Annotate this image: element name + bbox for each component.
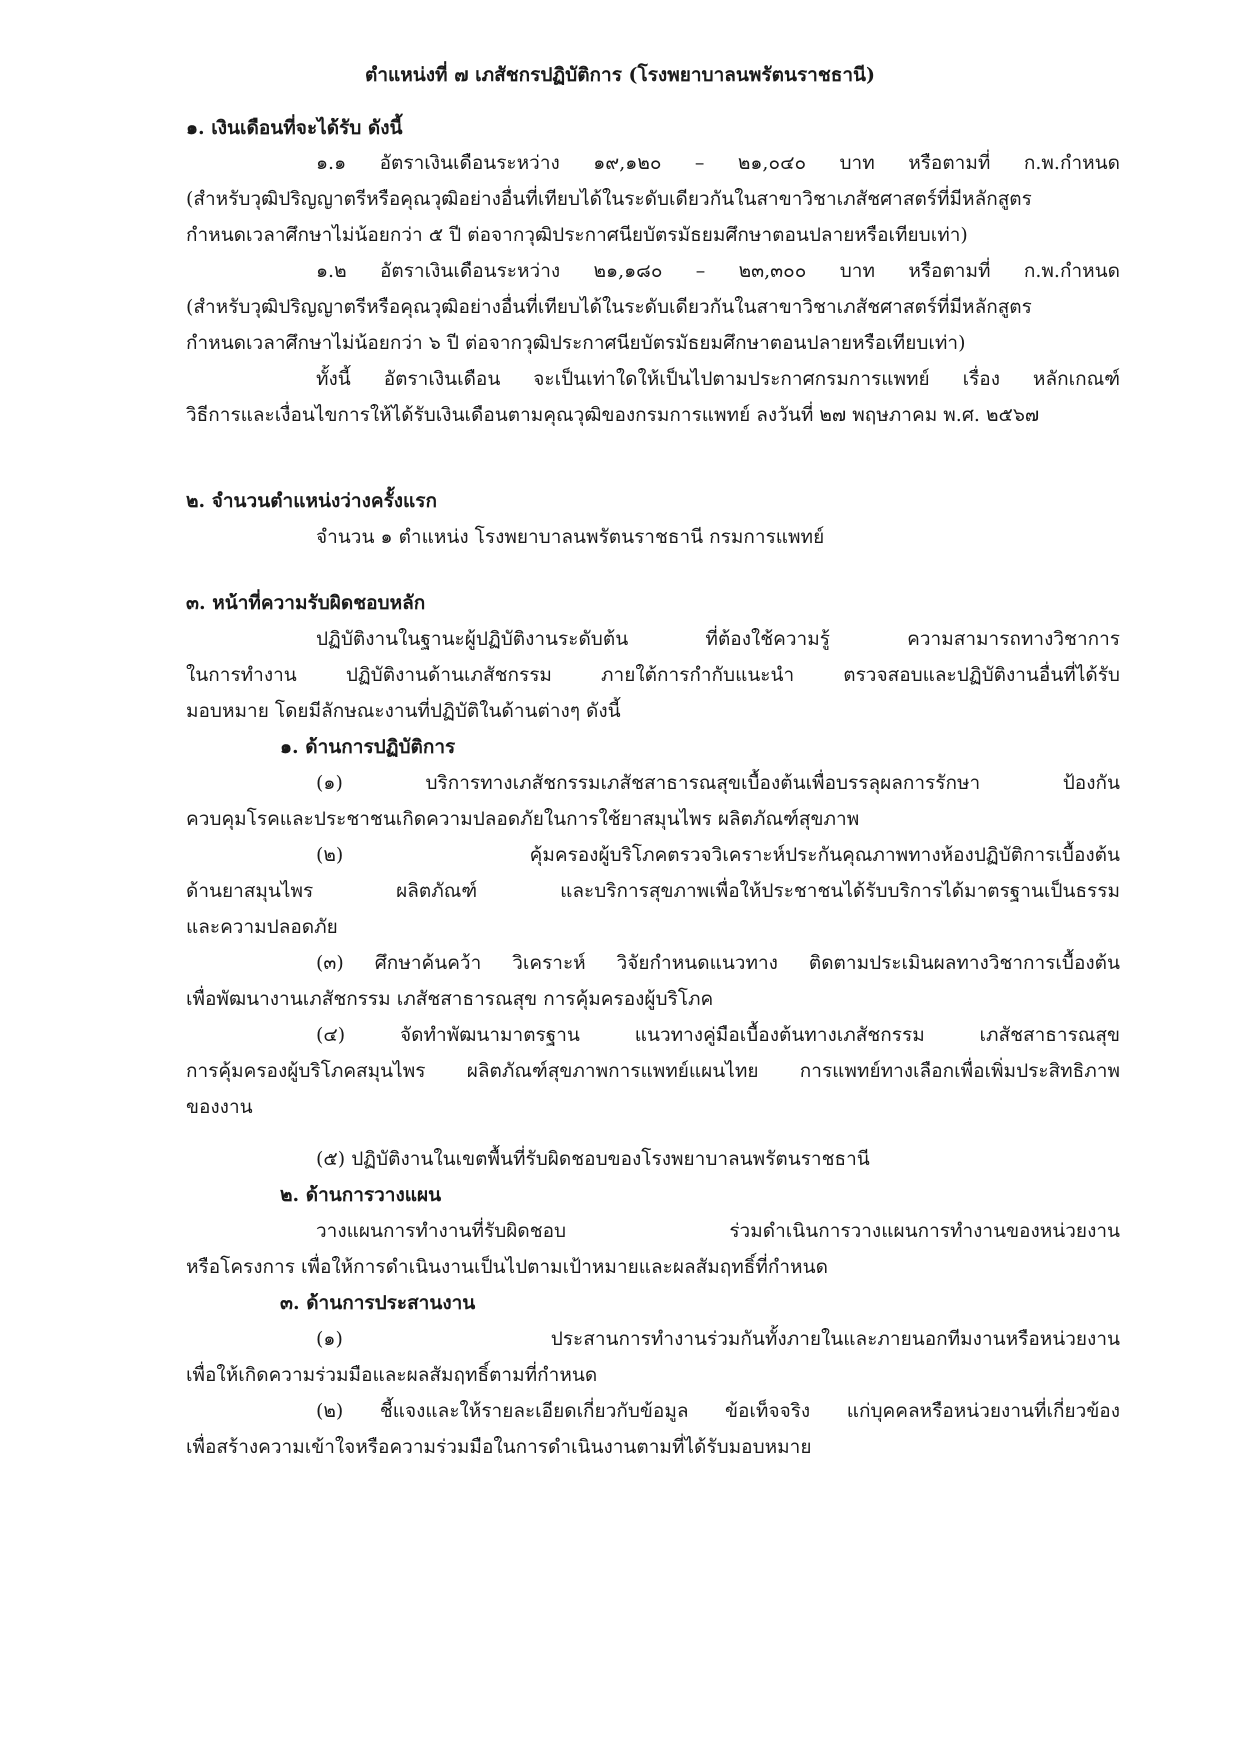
salary-range-2-qualification: (สำหรับวุฒิปริญญาตรีหรือคุณวุฒิอย่างอื่นที่เทียบได้ในระดับเดียวกันในสาขาวิชาเภสัชศาสตร์ที่มีหลักสูตร [186, 296, 1032, 318]
page-title: ตำแหน่งที่ ๗ เภสัชกรปฏิบัติการ (โรงพยาบาลนพรัตนราชธานี) [365, 64, 875, 86]
duty-operations-heading: ๑. ด้านการปฏิบัติการ [280, 736, 456, 758]
duties-intro-cont: ในการทำงาน ปฏิบัติงานด้านเภสัชกรรม ภายใต้การกำกับแนะนำ ตรวจสอบและปฏิบัติงานอื่นที่ได้รับ [186, 664, 1120, 686]
salary-range-1: ๑.๑ อัตราเงินเดือนระหว่าง ๑๙,๑๒๐ – ๒๑,๐๔๐ บาท หรือตามที่ ก.พ.กำหนด [316, 152, 1120, 174]
duty-planning-1-cont: หรือโครงการ เพื่อให้การดำเนินงานเป็นไปตามเป้าหมายและผลสัมฤทธิ์ที่กำหนด [186, 1256, 828, 1278]
section-1-heading: ๑. เงินเดือนที่จะได้รับ ดังนี้ [186, 117, 403, 139]
salary-range-2: ๑.๒ อัตราเงินเดือนระหว่าง ๒๑,๑๘๐ – ๒๓,๓๐๐ บาท หรือตามที่ ก.พ.กำหนด [316, 260, 1120, 282]
duty-coordination-1-cont: เพื่อให้เกิดความร่วมมือและผลสัมฤทธิ์ตามที่กำหนด [186, 1364, 598, 1386]
salary-note: ทั้งนี้ อัตราเงินเดือน จะเป็นเท่าใดให้เป็นไปตามประกาศกรมการแพทย์ เรื่อง หลักเกณฑ์ [316, 368, 1120, 390]
duty-operations-2: (๒) คุ้มครองผู้บริโภคตรวจวิเคราะห์ประกันคุณภาพทางห้องปฏิบัติการเบื้องต้น [316, 844, 1120, 866]
salary-note-cont: วิธีการและเงื่อนไขการให้ได้รับเงินเดือนตามคุณวุฒิของกรมการแพทย์ ลงวันที่ ๒๗ พฤษภาคม พ.ศ. ๒๕๖๗ [186, 404, 1040, 426]
duties-intro-end: มอบหมาย โดยมีลักษณะงานที่ปฏิบัติในด้านต่างๆ ดังนี้ [186, 700, 621, 722]
duties-intro: ปฏิบัติงานในฐานะผู้ปฏิบัติงานระดับต้น ที่ต้องใช้ความรู้ ความสามารถทางวิชาการ [316, 628, 1120, 650]
duty-operations-3: (๓) ศึกษาค้นคว้า วิเคราะห์ วิจัยกำหนดแนวทาง ติดตามประเมินผลทางวิชาการเบื้องต้น [316, 952, 1120, 974]
duty-coordination-1: (๑) ประสานการทำงานร่วมกันทั้งภายในและภายนอกทีมงานหรือหน่วยงาน [316, 1328, 1120, 1350]
duty-operations-2-cont: ด้านยาสมุนไพร ผลิตภัณฑ์ และบริการสุขภาพเพื่อให้ประชาชนได้รับบริการได้มาตรฐานเป็นธรรม [186, 880, 1120, 902]
duty-operations-3-cont: เพื่อพัฒนางานเภสัชกรรม เภสัชสาธารณสุข การคุ้มครองผู้บริโภค [186, 988, 714, 1010]
duty-operations-2-end: และความปลอดภัย [186, 916, 338, 938]
section-3-heading: ๓. หน้าที่ความรับผิดชอบหลัก [186, 592, 426, 614]
salary-range-1-qualification: (สำหรับวุฒิปริญญาตรีหรือคุณวุฒิอย่างอื่นที่เทียบได้ในระดับเดียวกันในสาขาวิชาเภสัชศาสตร์ที่มีหลักสูตร [186, 188, 1032, 210]
duty-coordination-heading: ๓. ด้านการประสานงาน [280, 1292, 476, 1314]
duty-operations-4-end: ของงาน [186, 1096, 253, 1118]
salary-range-2-qualification-cont: กำหนดเวลาศึกษาไม่น้อยกว่า ๖ ปี ต่อจากวุฒิประกาศนียบัตรมัธยมศึกษาตอนปลายหรือเทียบเท่า) [186, 332, 966, 354]
duty-planning-1: วางแผนการทำงานที่รับผิดชอบ ร่วมดำเนินการวางแผนการทำงานของหน่วยงาน [316, 1220, 1120, 1242]
duty-operations-4: (๔) จัดทำพัฒนามาตรฐาน แนวทางคู่มือเบื้องต้นทางเภสัชกรรม เภสัชสาธารณสุข [316, 1024, 1120, 1046]
salary-range-1-qualification-cont: กำหนดเวลาศึกษาไม่น้อยกว่า ๕ ปี ต่อจากวุฒิประกาศนียบัตรมัธยมศึกษาตอนปลายหรือเทียบเท่า) [186, 224, 968, 246]
duty-planning-heading: ๒. ด้านการวางแผน [280, 1184, 442, 1206]
duty-coordination-2-cont: เพื่อสร้างความเข้าใจหรือความร่วมมือในการดำเนินงานตามที่ได้รับมอบหมาย [186, 1436, 812, 1458]
duty-coordination-2: (๒) ชี้แจงและให้รายละเอียดเกี่ยวกับข้อมูล ข้อเท็จจริง แก่บุคคลหรือหน่วยงานที่เกี่ยวข้อง [316, 1400, 1120, 1422]
duty-operations-1: (๑) บริการทางเภสัชกรรมเภสัชสาธารณสุขเบื้องต้นเพื่อบรรลุผลการรักษา ป้องกัน [316, 772, 1120, 794]
duty-operations-1-cont: ควบคุมโรคและประชาชนเกิดความปลอดภัยในการใช้ยาสมุนไพร ผลิตภัณฑ์สุขภาพ [186, 808, 860, 830]
duty-operations-5: (๕) ปฏิบัติงานในเขตพื้นที่รับผิดชอบของโรงพยาบาลนพรัตนราชธานี [316, 1148, 870, 1170]
section-2-heading: ๒. จำนวนตำแหน่งว่างครั้งแรก [186, 490, 438, 512]
duty-operations-4-cont: การคุ้มครองผู้บริโภคสมุนไพร ผลิตภัณฑ์สุขภาพการแพทย์แผนไทย การแพทย์ทางเลือกเพื่อเพิ่มประสิทธิภาพ [186, 1060, 1120, 1082]
vacancy-count: จำนวน ๑ ตำแหน่ง โรงพยาบาลนพรัตนราชธานี กรมการแพทย์ [316, 526, 825, 548]
